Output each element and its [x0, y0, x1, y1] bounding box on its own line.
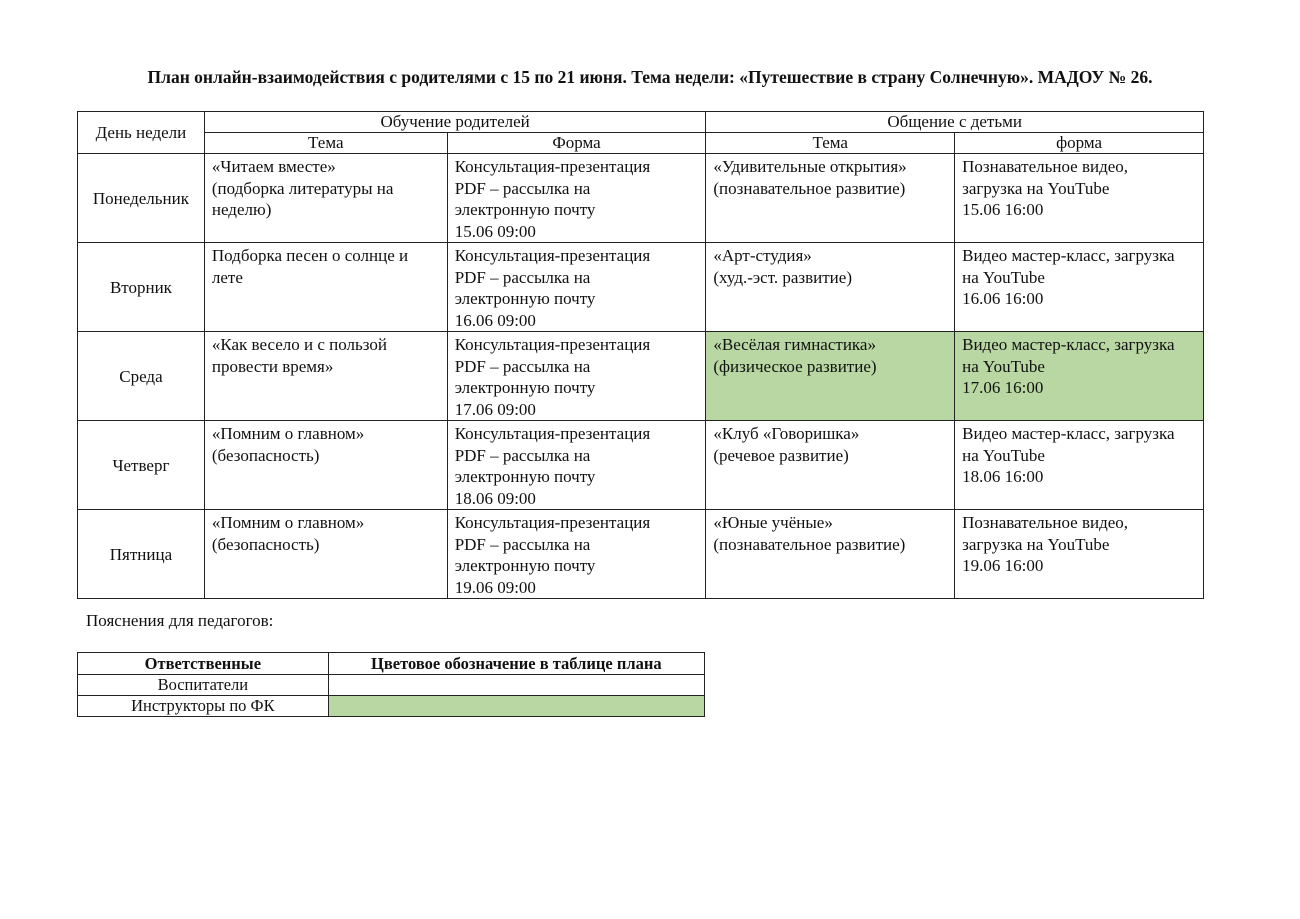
cell-line: (физическое развитие) [713, 356, 877, 376]
header-children-group: Общение с детьми [706, 112, 1204, 133]
cell-line: «Юные учёные» [713, 513, 833, 532]
cell-line: Консультация-презентация [454, 513, 651, 532]
cell-line: 16.06 16:00 [962, 289, 1044, 308]
cell-line: (безопасность) [211, 445, 320, 465]
cell-line: 19.06 16:00 [962, 556, 1044, 575]
cell-line: электронную почту [454, 378, 596, 397]
cell-line: «Читаем вместе» [211, 157, 336, 176]
cell-line: PDF – рассылка на [454, 267, 591, 287]
legend-color-swatch [328, 696, 704, 717]
cell-line: 16.06 09:00 [454, 310, 536, 330]
day-cell: Понедельник [78, 154, 205, 243]
cell-line: Консультация-презентация [454, 246, 651, 265]
cell-line: 17.06 16:00 [962, 378, 1044, 397]
cell-line: «Помним о главном» [211, 424, 365, 443]
header-topic-parents: Тема [204, 133, 447, 154]
topic-children-cell [706, 243, 955, 332]
cell-line: (познавательное развитие) [713, 178, 906, 198]
notes-label: Пояснения для педагогов: [86, 611, 274, 630]
cell-line: Видео мастер-класс, загрузка [962, 335, 1175, 354]
day-cell: Вторник [78, 243, 205, 332]
topic-children-cell [706, 332, 955, 421]
cell-line: «Клуб «Говоришка» [713, 424, 860, 443]
cell-line: электронную почту [454, 467, 596, 486]
cell-line: (речевое развитие) [713, 445, 849, 465]
cell-line: на YouTube [962, 267, 1045, 287]
cell-line: Познавательное видео, [962, 157, 1129, 176]
legend-header-color: Цветовое обозначение в таблице плана [328, 653, 704, 675]
form-children-cell [955, 243, 1204, 332]
cell-line: «Весёлая гимнастика» [713, 335, 876, 354]
cell-line: 18.06 16:00 [962, 467, 1044, 486]
cell-line: Консультация-презентация [454, 335, 651, 354]
form-children-cell [955, 510, 1204, 599]
form-parents-cell [447, 510, 706, 599]
legend-table [77, 652, 705, 717]
cell-line: PDF – рассылка на [454, 178, 591, 198]
day-cell: Среда [78, 332, 205, 421]
header-topic-children: Тема [706, 133, 955, 154]
form-parents-cell [447, 154, 706, 243]
cell-line: неделю) [211, 200, 272, 219]
cell-line: PDF – рассылка на [454, 445, 591, 465]
cell-line: 17.06 09:00 [454, 399, 536, 419]
cell-line: на YouTube [962, 445, 1045, 465]
page-title: План онлайн-взаимодействия с родителями с 15 по 21 июня. Тема недели: «Путешествие в страну Солнечную». МАДОУ № 26. [147, 67, 1153, 87]
cell-line: «Как весело и с пользой [211, 335, 387, 354]
form-parents-cell [447, 421, 706, 510]
cell-line: PDF – рассылка на [454, 356, 591, 376]
topic-children-cell [706, 421, 955, 510]
day-cell: Пятница [78, 510, 205, 599]
cell-line: «Удивительные открытия» [713, 157, 907, 176]
cell-line: загрузка на YouTube [962, 534, 1110, 554]
form-parents-cell [447, 332, 706, 421]
header-parents-group: Обучение родителей [204, 112, 705, 133]
form-children-cell [955, 154, 1204, 243]
cell-line: (подборка литературы на [211, 178, 394, 198]
day-cell: Четверг [78, 421, 205, 510]
plan-table [77, 111, 1204, 599]
cell-line: Познавательное видео, [962, 513, 1129, 532]
table-row [78, 243, 1204, 332]
topic-children-cell [706, 510, 955, 599]
cell-line: Видео мастер-класс, загрузка [962, 424, 1175, 443]
header-day: День недели [78, 112, 205, 154]
cell-line: «Арт-студия» [713, 246, 812, 265]
cell-line: 15.06 09:00 [454, 221, 536, 241]
cell-line: Видео мастер-класс, загрузка [962, 246, 1175, 265]
table-row [78, 332, 1204, 421]
legend-responsible-cell: Инструкторы по ФК [78, 696, 329, 717]
legend-responsible-cell: Воспитатели [78, 675, 329, 696]
cell-line: 18.06 09:00 [454, 488, 536, 508]
cell-line: Консультация-презентация [454, 157, 651, 176]
topic-parents-cell [204, 332, 447, 421]
form-parents-cell [447, 243, 706, 332]
cell-line: «Помним о главном» [211, 513, 365, 532]
table-row [78, 510, 1204, 599]
cell-line: PDF – рассылка на [454, 534, 591, 554]
form-children-cell [955, 332, 1204, 421]
cell-line: электронную почту [454, 200, 596, 219]
cell-line: электронную почту [454, 289, 596, 308]
legend-header-responsible: Ответственные [78, 653, 329, 675]
cell-line: на YouTube [962, 356, 1045, 376]
cell-line: провести время» [211, 356, 334, 376]
cell-line: (познавательное развитие) [713, 534, 906, 554]
legend-row [78, 675, 705, 696]
legend-row [78, 696, 705, 717]
topic-parents-cell [204, 421, 447, 510]
topic-children-cell [706, 154, 955, 243]
header-form-parents: Форма [447, 133, 706, 154]
form-children-cell [955, 421, 1204, 510]
cell-line: (худ.-эст. развитие) [713, 267, 852, 287]
cell-line: Консультация-презентация [454, 424, 651, 443]
topic-parents-cell [204, 243, 447, 332]
cell-line: 15.06 16:00 [962, 200, 1044, 219]
cell-line: загрузка на YouTube [962, 178, 1110, 198]
header-form-children: форма [955, 133, 1204, 154]
cell-line: 19.06 09:00 [454, 577, 536, 597]
cell-line: Подборка песен о солнце и [211, 246, 409, 265]
cell-line: (безопасность) [211, 534, 320, 554]
cell-line: электронную почту [454, 556, 596, 575]
cell-line: лете [211, 267, 243, 287]
topic-parents-cell [204, 154, 447, 243]
table-row [78, 421, 1204, 510]
topic-parents-cell [204, 510, 447, 599]
table-row [78, 154, 1204, 243]
legend-color-swatch [328, 675, 704, 696]
